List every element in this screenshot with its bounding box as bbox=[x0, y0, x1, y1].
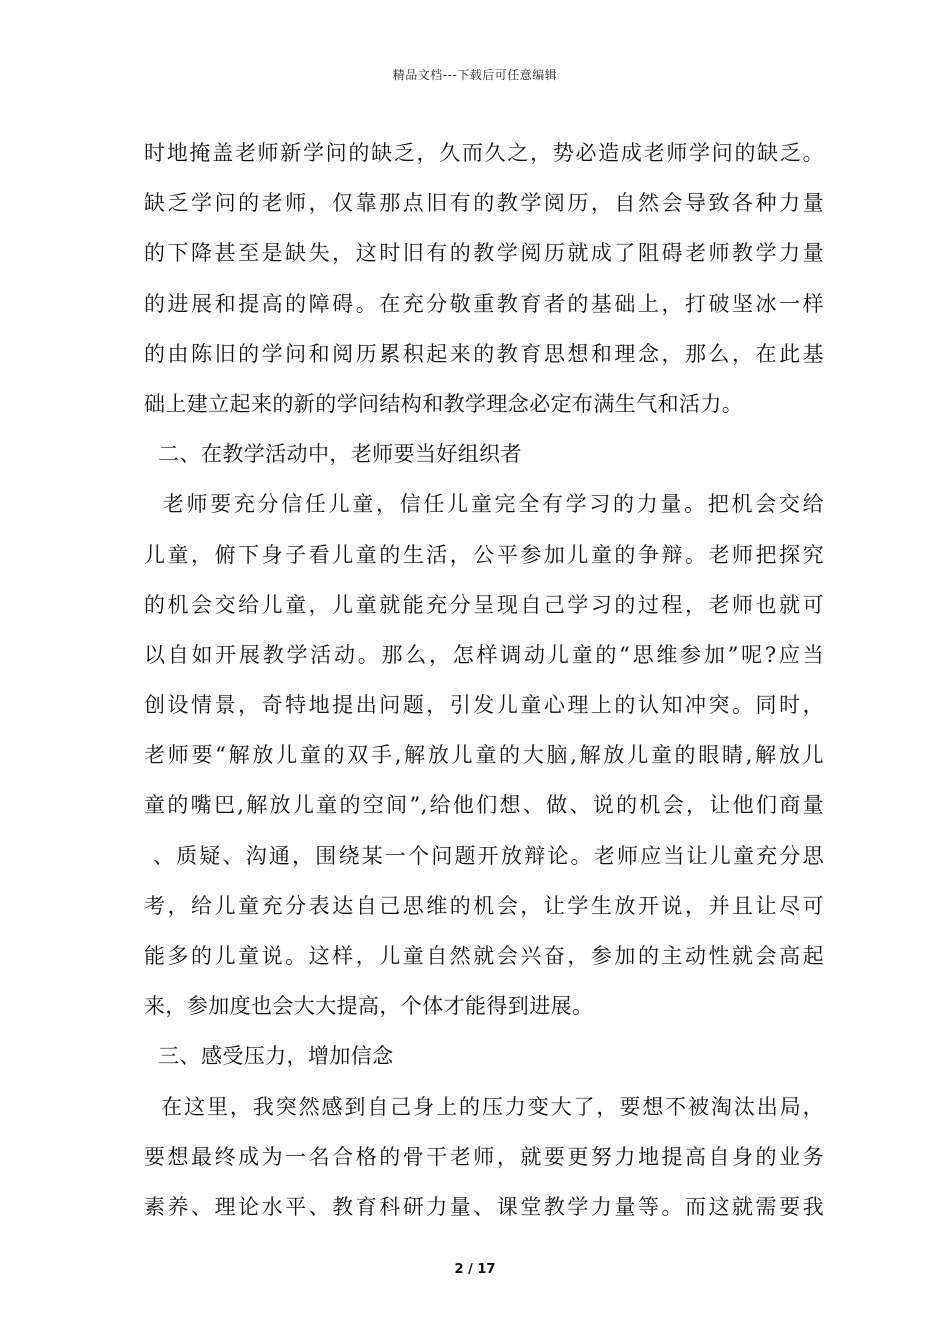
text-line: 创设情景，奇特地提出问题，引发儿童心理上的认知冲突。同时， bbox=[144, 693, 824, 718]
text-line: 础上建立起来的新的学问结构和教学理念必定布满生气和活力。 bbox=[144, 391, 744, 416]
text-line: 来，参加度也会大大提高，个体才能得到进展。 bbox=[144, 994, 594, 1019]
page-header: 精品文档---下载后可任意编辑 bbox=[392, 68, 558, 82]
text-line: 的由陈旧的学问和阅历累积起来的教育思想和理念，那么，在此基 bbox=[144, 341, 824, 366]
text-line: 考，给儿童充分表达自己思维的机会，让学生放开说，并且让尽可 bbox=[144, 893, 824, 918]
text-line: 在这里，我突然感到自己身上的压力变大了，要想不被淘汰出局， bbox=[144, 1094, 824, 1119]
page-number: 2 / 17 bbox=[454, 1262, 496, 1277]
text-line: 缺乏学问的老师，仅靠那点旧有的教学阅历，自然会导致各种力量 bbox=[144, 191, 824, 216]
text-line: 要想最终成为一名合格的骨干老师，就要更努力地提高自身的业务 bbox=[144, 1144, 824, 1169]
text-line: 素养、理论水平、教育科研力量、课堂教学力量等。而这就需要我 bbox=[144, 1194, 824, 1219]
text-line: 以自如开展教学活动。那么，怎样调动儿童的“思维参加”呢?应当 bbox=[144, 642, 824, 667]
text-line: 能多的儿童说。这样，儿童自然就会兴奋，参加的主动性就会高起 bbox=[144, 944, 824, 968]
text-line: 的下降甚至是缺失，这时旧有的教学阅历就成了阻碍老师教学力量 bbox=[144, 241, 824, 266]
text-line: 老师要“解放儿童的双手,解放儿童的大脑,解放儿童的眼睛,解放儿 bbox=[144, 743, 824, 768]
text-line: 时地掩盖老师新学问的缺乏，久而久之，势必造成老师学问的缺乏。 bbox=[144, 141, 824, 165]
text-line: 的进展和提高的障碍。在充分敬重教育者的基础上，打破坚冰一样 bbox=[144, 291, 824, 316]
text-line: 儿童，俯下身子看儿童的生活，公平参加儿童的争辩。老师把探究 bbox=[144, 542, 824, 567]
text-line: 、质疑、沟通，围绕某一个问题开放辩论。老师应当让儿童充分思 bbox=[144, 843, 824, 868]
text-line: 童的嘴巴,解放儿童的空间”,给他们想、做、说的机会，让他们商量 bbox=[144, 793, 824, 818]
text-line: 二、在教学活动中，老师要当好组织者 bbox=[144, 442, 522, 467]
text-line: 的机会交给儿童，儿童就能充分呈现自己学习的过程，老师也就可 bbox=[144, 592, 824, 617]
text-line: 老师要充分信任儿童，信任儿童完全有学习的力量。把机会交给 bbox=[144, 492, 824, 517]
document-body bbox=[144, 128, 824, 1232]
text-line: 三、感受压力，增加信念 bbox=[144, 1044, 394, 1069]
